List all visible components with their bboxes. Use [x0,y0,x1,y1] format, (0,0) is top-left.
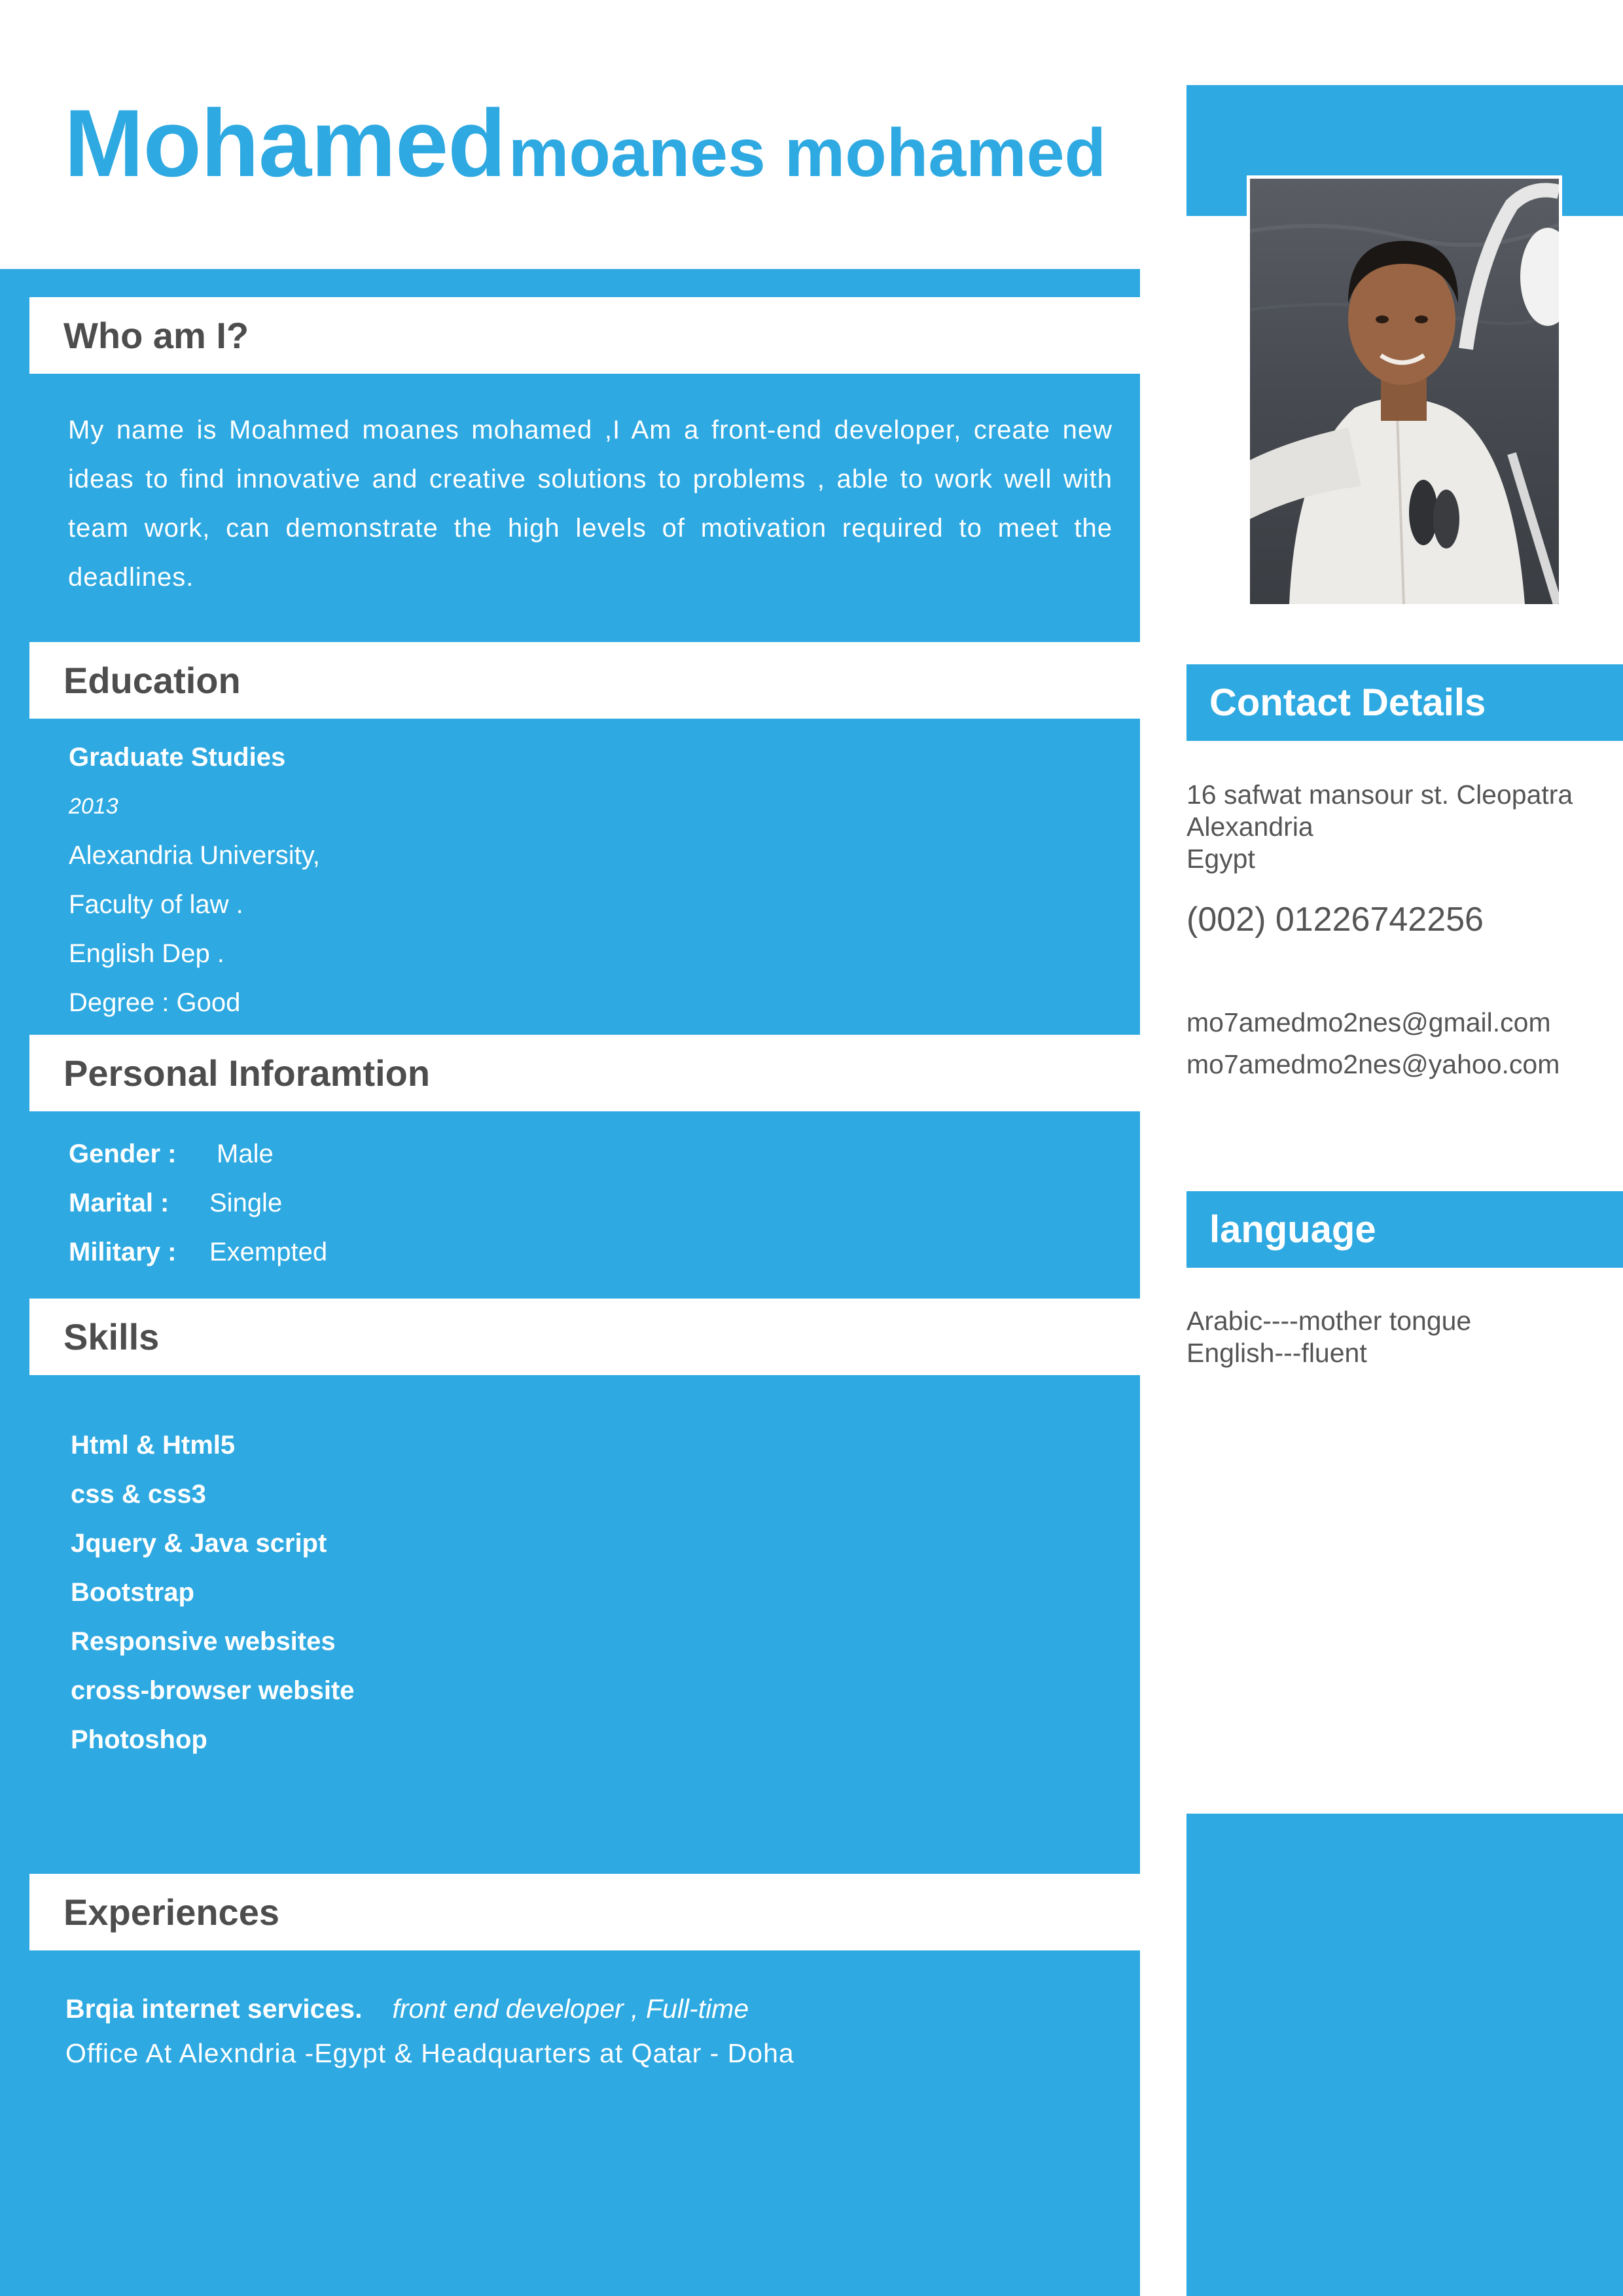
personal-row [69,1130,327,1179]
email-link[interactable]: mo7amedmo2nes@gmail.com [1186,1007,1551,1037]
education-block [69,733,320,1028]
section-bar-contact [1186,664,1623,741]
address-line: Alexandria [1186,812,1313,842]
experience-location: Office At Alexndria -Egypt & Headquarters at Qatar - Doha [65,2038,794,2068]
section-title-education: Education [63,660,241,701]
top-accent-strip [0,269,1140,297]
personal-label: Gender : [69,1139,177,1168]
section-bar-experiences [29,1874,1140,1950]
education-line: Degree : Good [69,988,241,1017]
personal-value: Male [217,1139,274,1168]
section-title-experiences: Experiences [63,1892,279,1933]
language-list [1186,1305,1471,1369]
personal-row [69,1179,327,1228]
contact-phone: (002) 01226742256 [1186,901,1484,939]
education-year: 2013 [69,794,118,819]
email-link[interactable]: mo7amedmo2nes@yahoo.com [1186,1049,1560,1079]
skill-item: Html & Html5 [71,1431,236,1460]
section-title-about: Who am I? [63,315,249,356]
skill-item: css & css3 [71,1480,206,1509]
personal-value: Exempted [209,1238,328,1266]
address-line: Egypt [1186,844,1255,874]
address-line: 16 safwat mansour st. Cleopatra [1186,780,1573,810]
education-heading: Graduate Studies [69,743,286,772]
personal-row [69,1228,327,1277]
personal-label: Marital : [69,1189,169,1217]
experience-company: Brqia internet services. [65,1994,363,2024]
experience-role: front end developer , Full-time [392,1994,749,2024]
section-title-language: language [1209,1208,1376,1251]
language-item: Arabic----mother tongue [1186,1306,1472,1336]
personal-value: Single [209,1189,283,1217]
section-bar-education [29,642,1140,719]
education-line: Faculty of law . [69,890,243,919]
contact-emails [1186,1001,1560,1085]
section-title-skills: Skills [63,1316,160,1357]
resume-name [64,88,1106,200]
about-text: My name is Moahmed moanes mohamed ,I Am a front-end developer, create new ideas to find innovative and creative solutions to problems , able to work well with team work, can demonstrate the high levels of motivation required to meet the deadlines. [68,416,1113,592]
profile-photo [1247,175,1562,607]
bottom-decor-block [1186,1814,1623,2296]
skills-list [71,1421,355,1765]
education-line: English Dep . [69,939,224,968]
first-name: Mohamed [64,90,506,196]
section-title-personal: Personal Inforamtion [63,1052,431,1094]
skill-item: Photoshop [71,1725,207,1754]
section-bar-about [29,297,1140,374]
section-title-contact: Contact Details [1209,681,1486,724]
contact-address [1186,779,1573,875]
skill-item: cross-browser website [71,1676,355,1705]
skill-item: Responsive websites [71,1627,336,1656]
last-name: moanes mohamed [508,115,1106,191]
section-bar-language [1186,1191,1623,1268]
skill-item: Jquery & Java script [71,1529,327,1558]
skill-item: Bootstrap [71,1578,194,1607]
education-line: Alexandria University, [69,841,320,870]
experience-entry [65,1986,794,2075]
section-bar-skills [29,1299,1140,1375]
section-bar-personal [29,1035,1140,1111]
personal-info-block [69,1130,327,1277]
language-item: English---fluent [1186,1338,1367,1368]
personal-label: Military : [69,1238,177,1266]
